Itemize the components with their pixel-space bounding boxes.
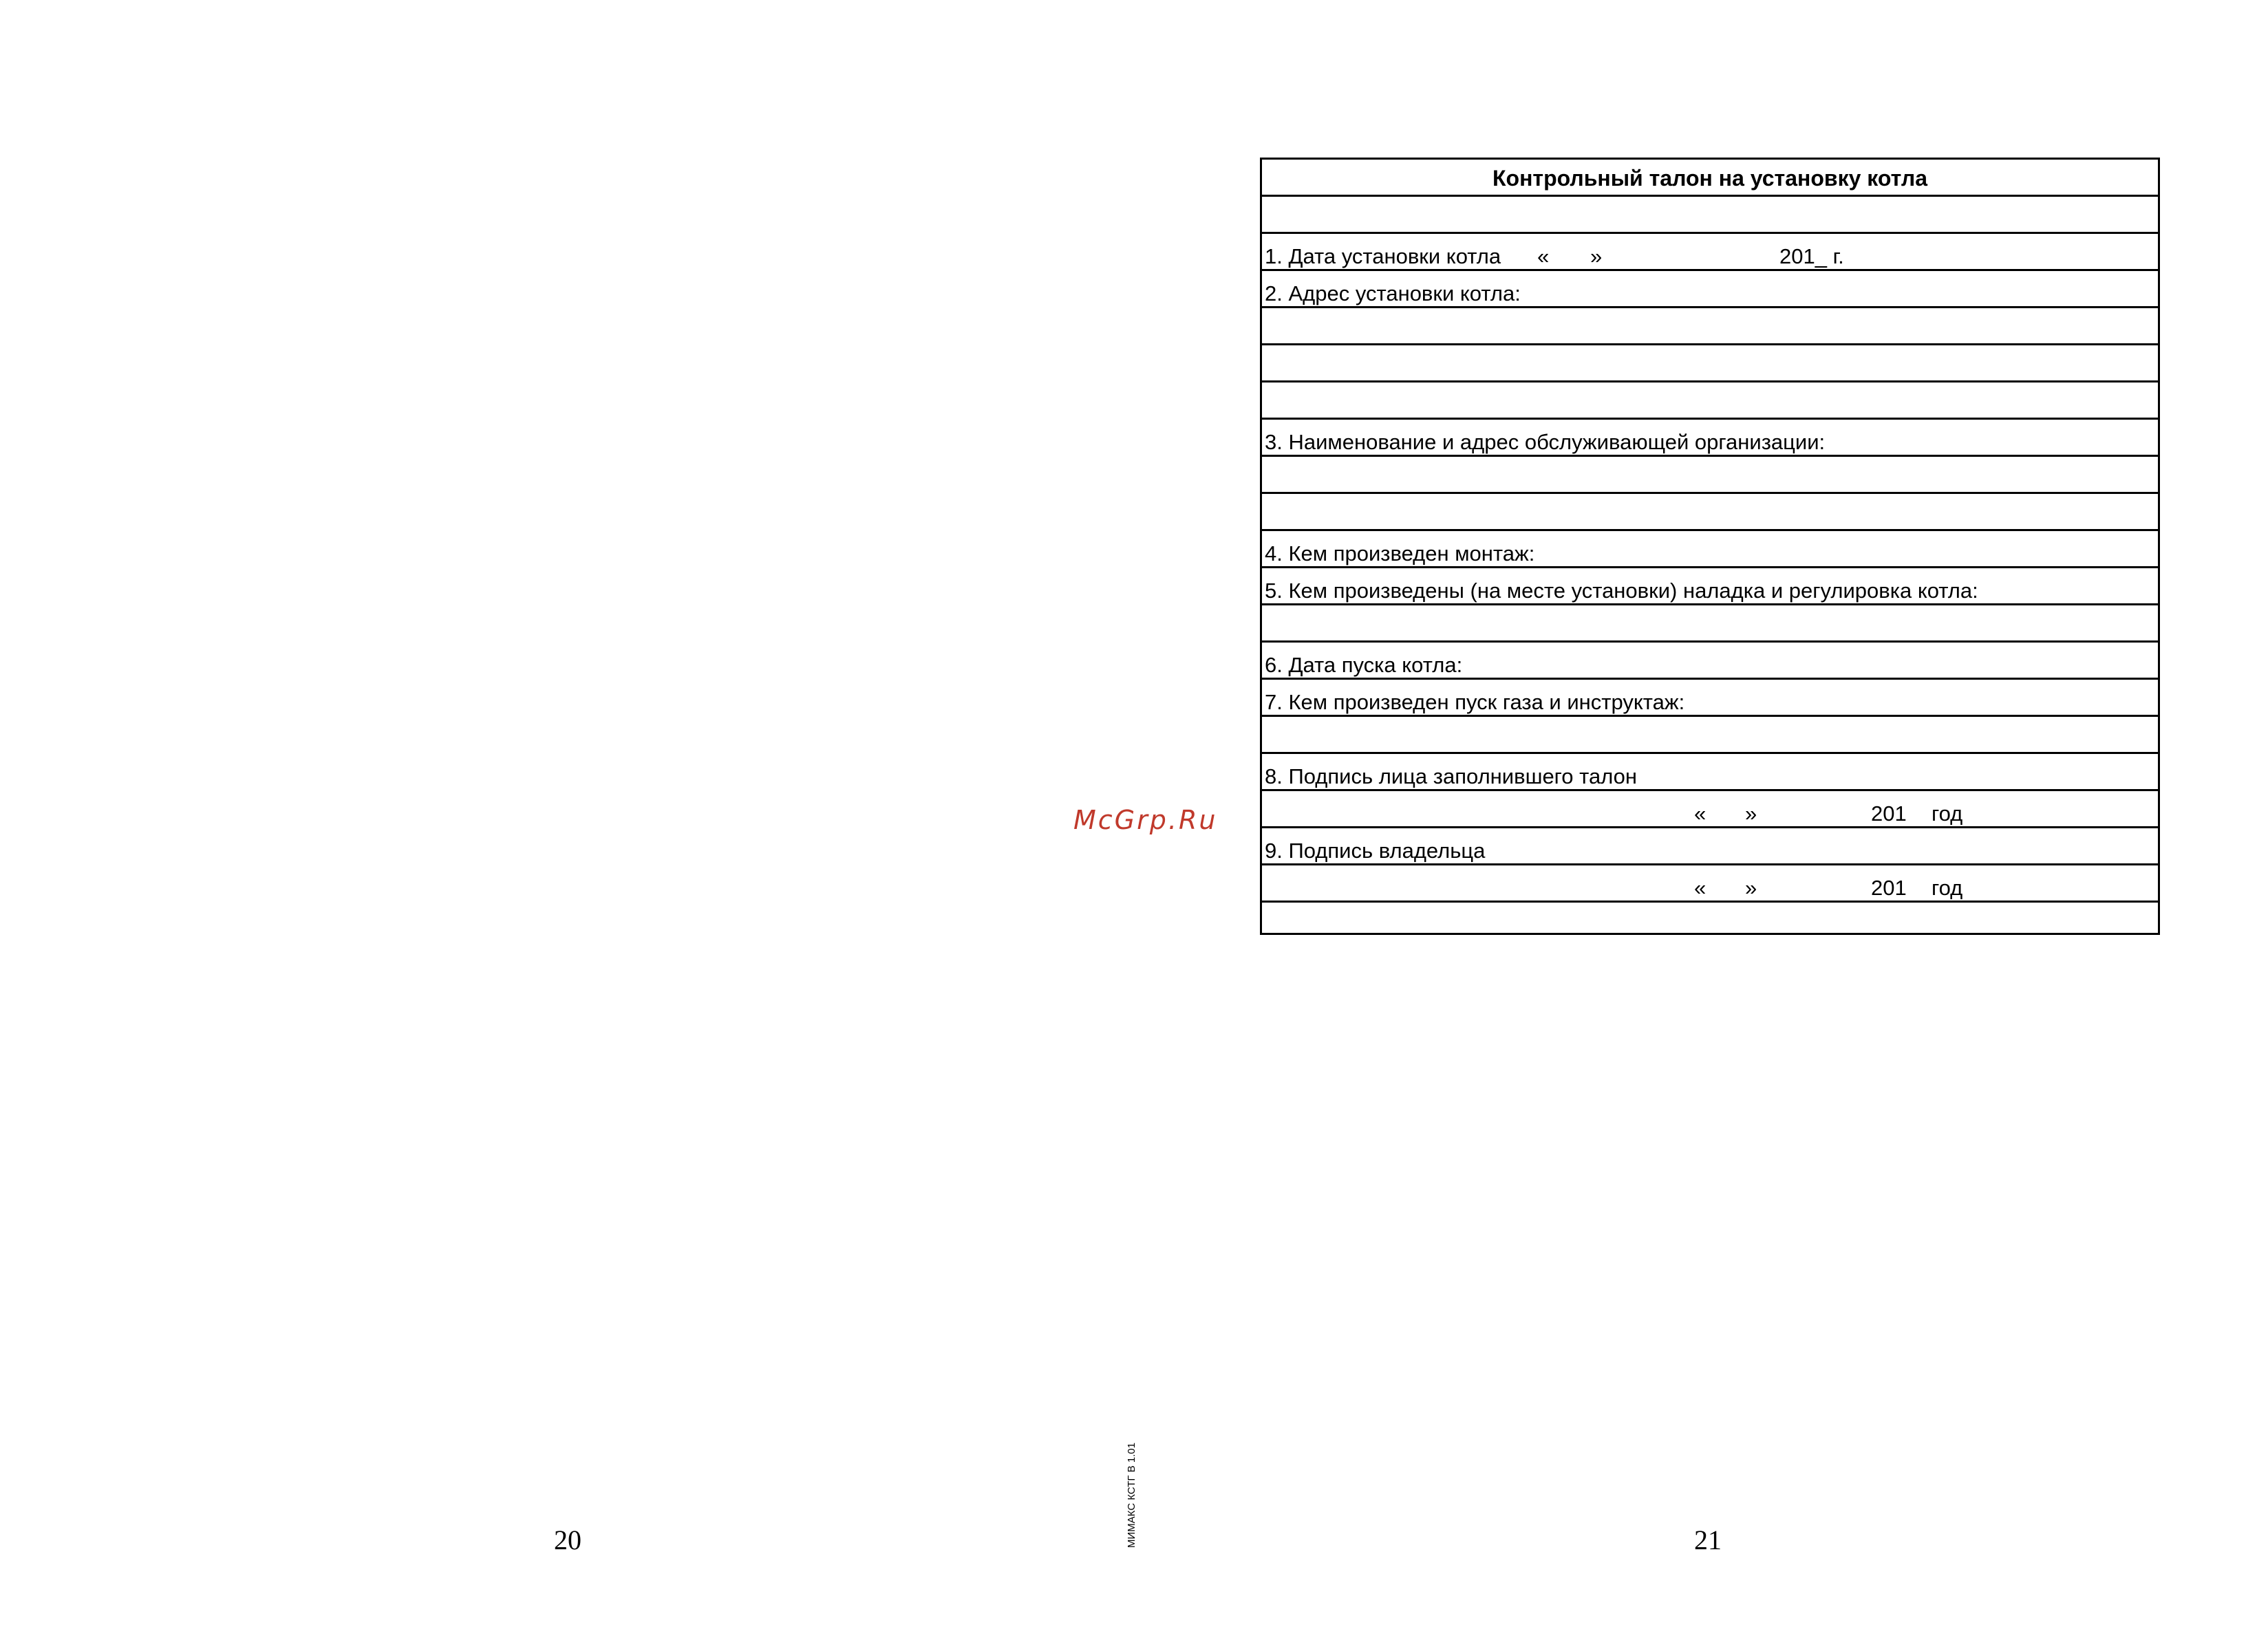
watermark: McGrp.Ru [1073, 805, 1218, 835]
item1-label: 1. Дата установки котла [1265, 244, 1501, 268]
blank-row[interactable] [1262, 345, 2158, 382]
item6-label: 6. Дата пуска котла: [1265, 653, 1463, 677]
item6-row[interactable] [1262, 643, 2158, 680]
item4-label: 4. Кем произведен монтаж: [1265, 541, 1535, 565]
blank-row[interactable] [1262, 382, 2158, 420]
item9-unit: год [1932, 876, 1963, 900]
page-number-right: 21 [1694, 1524, 1722, 1555]
item1-open-quote: « [1537, 244, 1550, 268]
blank-row[interactable] [1262, 605, 2158, 643]
item1-year: 201_ г. [1779, 244, 1844, 268]
item8-unit: год [1932, 801, 1963, 826]
item1-close-quote: » [1590, 244, 1603, 268]
item9-year: 201 [1871, 876, 1907, 900]
item7-row[interactable] [1262, 680, 2158, 717]
item9-row[interactable] [1262, 828, 2158, 865]
blank-row[interactable] [1262, 308, 2158, 345]
item9-signature-row[interactable] [1262, 865, 2158, 903]
item9-close-quote: » [1745, 876, 1757, 900]
item9-label: 9. Подпись владельца [1265, 839, 1486, 863]
item9-open-quote: « [1694, 876, 1707, 900]
item4-row[interactable] [1262, 531, 2158, 568]
item7-label: 7. Кем произведен пуск газа и инструктаж: [1265, 690, 1685, 714]
item8-row[interactable] [1262, 754, 2158, 791]
document-code: МИМАКС КСТГ В 1.01 [1126, 1442, 1137, 1548]
item5-label: 5. Кем произведены (на месте установки) наладка и регулировка котла: [1265, 579, 1978, 603]
page-number-left: 20 [554, 1524, 581, 1555]
item2-row[interactable] [1262, 271, 2158, 308]
item8-open-quote: « [1694, 801, 1707, 826]
blank-row[interactable] [1262, 197, 2158, 234]
form-title: Контрольный талон на установку котла [1262, 160, 2158, 197]
item3-label: 3. Наименование и адрес обслуживающей организации: [1265, 430, 1826, 454]
item8-signature-row[interactable] [1262, 791, 2158, 828]
blank-row[interactable] [1262, 457, 2158, 494]
item1-row[interactable] [1262, 234, 2158, 271]
blank-row[interactable] [1262, 717, 2158, 754]
blank-row[interactable] [1262, 903, 2158, 933]
item2-label: 2. Адрес установки котла: [1265, 281, 1521, 305]
item8-year: 201 [1871, 801, 1907, 826]
item8-label: 8. Подпись лица заполнившего талон [1265, 764, 1638, 788]
item3-row[interactable] [1262, 420, 2158, 457]
item8-close-quote: » [1745, 801, 1757, 826]
installation-control-form [1260, 158, 2160, 935]
blank-row[interactable] [1262, 494, 2158, 531]
item5-row[interactable] [1262, 568, 2158, 605]
